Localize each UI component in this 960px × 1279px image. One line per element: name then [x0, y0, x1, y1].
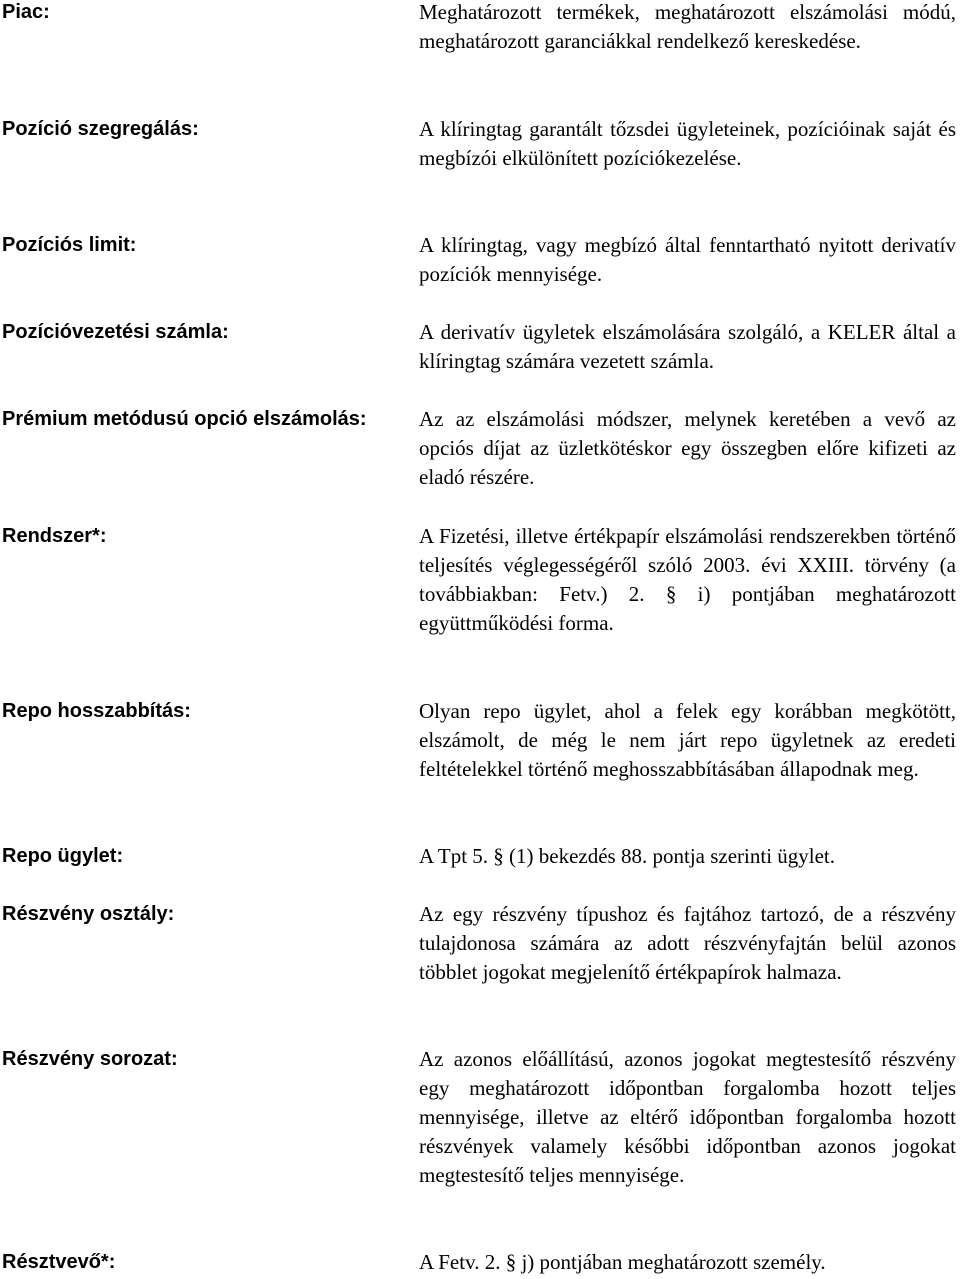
- term: Piac:: [2, 1, 50, 23]
- term: Prémium metódusú opció elszámolás:: [2, 408, 367, 430]
- term: Rendszer*:: [2, 525, 107, 547]
- definition: A derivatív ügyletek elszámolására szolgáló, a KELER által a klíringtag számára vezetett számla.: [419, 320, 956, 373]
- definition: Az egy részvény típushoz és fajtához tartozó, de a részvény tulajdonosa számára az adott részvényfajtán belül azonos többlet jogokat megjelenítő értékpapírok halmaza.: [419, 902, 956, 984]
- definition: Az azonos előállítású, azonos jogokat megtestesítő részvény egy meghatározott időpontban forgalomba hozott teljes mennyisége, illetve az eltérő időpontban forgalomba hozott részvények valamely későbbi időpontban azonos jogokat megtestesítő teljes mennyisége.: [419, 1047, 956, 1187]
- term: Pozíció szegregálás:: [2, 118, 199, 140]
- definition: A Fizetési, illetve értékpapír elszámolási rendszerekben történő teljesítés véglegességéről szóló 2003. évi XXIII. törvény (a továbbiakban: Fetv.) 2. § i) pontjában meghatározott együttműködési forma.: [419, 524, 956, 635]
- term: Pozícióvezetési számla:: [2, 321, 229, 343]
- term: Részvény sorozat:: [2, 1048, 178, 1070]
- definition: A klíringtag garantált tőzsdei ügyleteinek, pozícióinak saját és megbízói elkülönített pozíciókezelése.: [419, 117, 956, 170]
- term: Résztvevő*:: [2, 1251, 116, 1273]
- definition: A Fetv. 2. § j) pontjában meghatározott személy.: [419, 1250, 826, 1274]
- definition: A klíringtag, vagy megbízó által fenntartható nyitott derivatív pozíciók mennyisége.: [419, 233, 956, 286]
- term: Részvény osztály:: [2, 903, 175, 925]
- term: Repo ügylet:: [2, 845, 124, 867]
- definition: Meghatározott termékek, meghatározott elszámolási módú, meghatározott garanciákkal rendelkező kereskedése.: [419, 0, 956, 53]
- definition: Olyan repo ügylet, ahol a felek egy korábban megkötött, elszámolt, de még le nem járt repo ügyletnek az eredeti feltételekkel történő meghosszabbításában állapodnak meg.: [419, 699, 956, 781]
- term: Pozíciós limit:: [2, 234, 137, 256]
- definition: Az az elszámolási módszer, melynek keretében a vevő az opciós díjat az üzletkötéskor egy összegben előre kifizeti az eladó részére.: [419, 407, 956, 489]
- term: Repo hosszabbítás:: [2, 700, 191, 722]
- definition: A Tpt 5. § (1) bekezdés 88. pontja szerinti ügylet.: [419, 844, 836, 868]
